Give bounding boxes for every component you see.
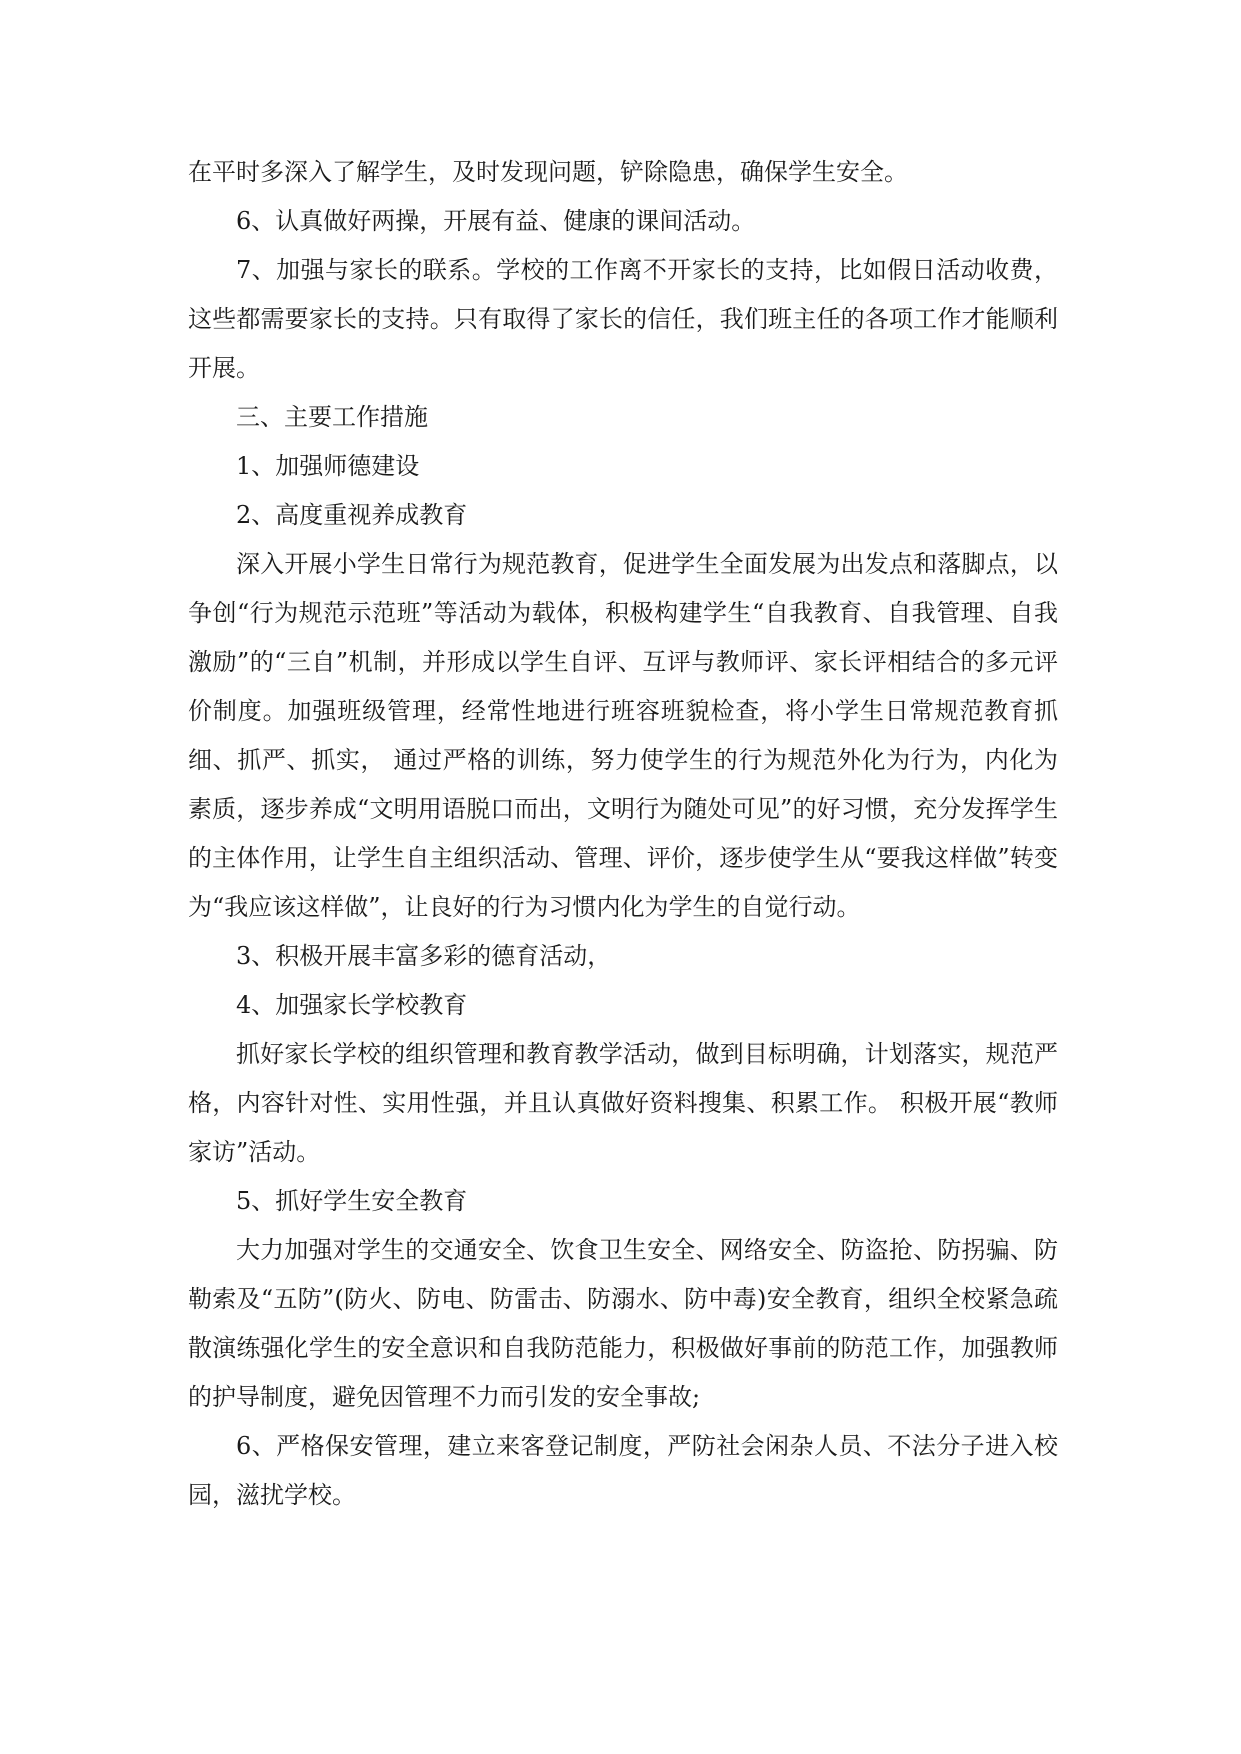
paragraph: 7、加强与家长的联系。学校的工作离不开家长的支持，比如假日活动收费，这些都需要家长的支持。只有取得了家长的信任，我们班主任的各项工作才能顺利开展。 — [188, 256, 1058, 382]
paragraph: 在平时多深入了解学生，及时发现问题，铲除隐患，确保学生安全。 — [188, 158, 908, 186]
paragraph: 深入开展小学生日常行为规范教育，促进学生全面发展为出发点和落脚点，以争创“行为规范示范班”等活动为载体，积极构建学生“自我教育、自我管理、自我激励”的“三自”机制，并形成以学生自评、互评与教师评、家长评相结合的多元评价制度。加强班级管理，经常性地进行班容班貌检查，将小学生日常规范教育抓细、抓严、抓实， 通过严格的训练，努力使学生的行为规范外化为行为，内化为素质，逐步养成“文明用语脱口而出，文明行为随处可见”的好习惯，充分发挥学生的主体作用，让学生自主组织活动、管理、评价，逐步使学生从“要我这样做”转变为“我应该这样做”，让良好的行为习惯内化为学生的自觉行动。 — [188, 550, 1058, 921]
paragraph: 6、严格保安管理，建立来客登记制度，严防社会闲杂人员、不法分子进入校园，滋扰学校。 — [188, 1432, 1058, 1509]
paragraph: 抓好家长学校的组织管理和教育教学活动，做到目标明确，计划落实，规范严格，内容针对性、实用性强，并且认真做好资料搜集、积累工作。 积极开展“教师家访”活动。 — [188, 1040, 1058, 1166]
paragraph: 大力加强对学生的交通安全、饮食卫生安全、网络安全、防盗抢、防拐骗、防勒索及“五防”(防火、防电、防雷击、防溺水、防中毒)安全教育，组织全校紧急疏散演练强化学生的安全意识和自我防范能力，积极做好事前的防范工作，加强教师的护导制度，避免因管理不力而引发的安全事故; — [188, 1236, 1058, 1411]
document-body — [188, 148, 1058, 1520]
section-heading: 三、主要工作措施 — [236, 403, 428, 431]
list-item-heading: 5、抓好学生安全教育 — [236, 1187, 468, 1215]
list-item-heading: 1、加强师德建设 — [236, 452, 420, 480]
list-item-heading: 4、加强家长学校教育 — [236, 991, 468, 1019]
list-item-heading: 2、高度重视养成教育 — [236, 501, 468, 529]
list-item-heading: 3、积极开展丰富多彩的德育活动， — [236, 942, 612, 970]
paragraph: 6、认真做好两操，开展有益、健康的课间活动。 — [236, 207, 756, 235]
